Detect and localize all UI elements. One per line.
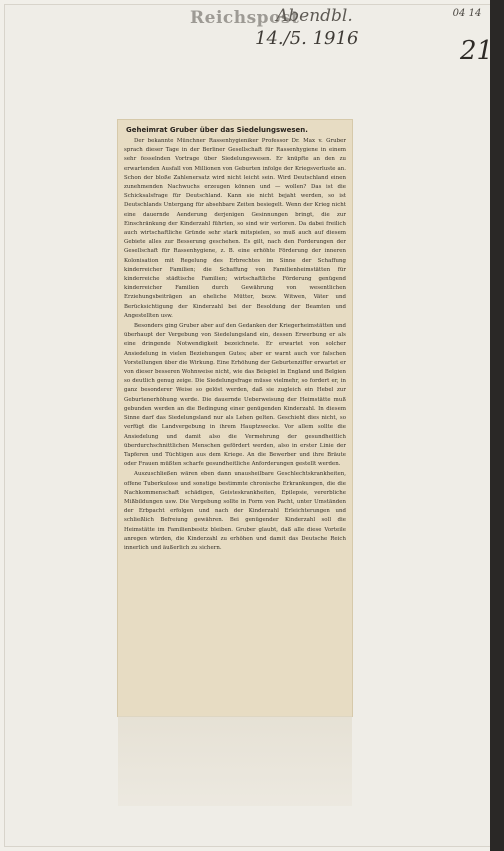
article-paragraph: Auszuschließen wären eben dann unausheilbare Geschlechtskrankheiten, offene Tuberkulose und sonstige bestimmte chronische Erkrankungen, die die Nachkommenschaft schädigen, Geisteskrankheiten, Epilepsie, vererbliche Mißbildungen usw. Die Vergebung sollte in Form von Pacht, unter Umständen der Erbpacht erfolgen und nach der Kinderzahl Erleichterungen und schließlich Befreiung gewähren. Bei genügender Kinderzahl soll die Heimstätte im Familienbesitz bleiben. Gruber glaubt, daß alle diese Vorteile anregen würden, die Kinderzahl zu erhöhen und damit das Deutsche Reich innerlich und äußerlich zu sichern.	[124, 471, 346, 551]
article-paragraph: Der bekannte Münchner Rassenhygieniker Professor Dr. Max v. Gruber sprach dieser Tage in der Berliner Gesellschaft für Rassenhygiene in einem sehr fesselnden Vortrage über Siedelungswesen. Er knüpfte an den zu erwartenden Ausfall von Millionen von Geburten infolge der Kriegsverluste an. Schon der bloße Zahlenersatz wird nicht leicht sein. Wird Deutschland einen zunehmenden Nachwuchs erzeugen können und — wollen? Das ist die Schicksalsfrage für Deutschland. Kann sie nicht bejaht werden, so ist Deutschlands Untergang für absehbare Zeiten besiegelt. Wenn der Krieg nicht eine dauernde Aenderung derjenigen Gesinnungen bringt, die zur Einschränkung der Kinderzahl führten, so sind wir verloren. Da dabei freilich auch wirtschaftliche Gründe sehr stark mitspielen, so muß auch auf diesem Gebiete alles zur Besserung geschehen. Es gilt, nach den Forderungen der Gesellschaft für Rassenhygiene, z. B. eine erhöhte Förderung der inneren Kolonisation mit Regelung des Erbrechtes im Sinne der Schaffung kinderreicher Familien; die Schaffung von Familienheimstätten für kinderreiche städtische Familien; wirtschaftliche Förderung genügend kinderreicher Familien durch Gewährung von wesentlichen Erziehungsbeiträgen an eheliche Mütter, bezw. Witwen, Väter und Berücksichtigung der Kinderzahl bei der Besoldung der Beamten und Angestellten usw.	[124, 138, 346, 319]
article-headline: Geheimrat Gruber über das Siedelungswesen.	[126, 126, 308, 134]
article-paragraph: Besonders ging Gruber aber auf den Gedanken der Kriegerheimstätten und überhaupt der Vergebung von Siedelungsland ein, dessen Erwerbung er als eine dringende Notwendigkeit bezeichnete. Er erwartet von solcher Ansiedelung in vielen Beziehungen Gutes; aber er warnt auch vor falschen Vorstellungen über die Wirkung. Eine Erhöhung der Geburtenziffer erwartet er von dieser besseren Wohnweise nicht, wie das Beispiel in England und Belgien so deutlich genug zeige. Die Siedelungsfrage müsse vielmehr, so fordert er, in ganz besonderer Weise so gelöst werden, daß sie zugleich ein Hebel zur Geburtenerhöhung werde. Die dauernde Ueberweisung der Heimstätte muß gebunden werden an die Bedingung einer genügenden Kinderzahl. In diesem Sinne darf das Siedelungsland nur als Lehen gelten. Geschieht dies nicht, so verfügt die Landvergebung in ihrem Hauptzwecke. Vor allem sollte die Ansiedelung und damit also die Vermehrung der gesundheitlich überdurchschnittlichen Menschen gefördert werden, also in erster Linie der Tapferen und Tüchtigen aus dem Kriege. An die Bewerber und ihre Bräute oder Frauen müßten scharfe gesundheitliche Anforderungen gestellt werden.	[124, 323, 346, 468]
archive-corner-note: 04 14	[452, 8, 482, 19]
clipping-backing-paper	[118, 716, 352, 806]
handwritten-date: 14./5. 1916	[255, 28, 359, 49]
handwritten-source-note: Abendbl.	[276, 6, 353, 26]
newspaper-clipping	[118, 120, 352, 716]
page-number: 21	[460, 36, 494, 66]
scan-edge	[490, 0, 504, 851]
publication-stamp: Reichspost	[190, 8, 300, 28]
